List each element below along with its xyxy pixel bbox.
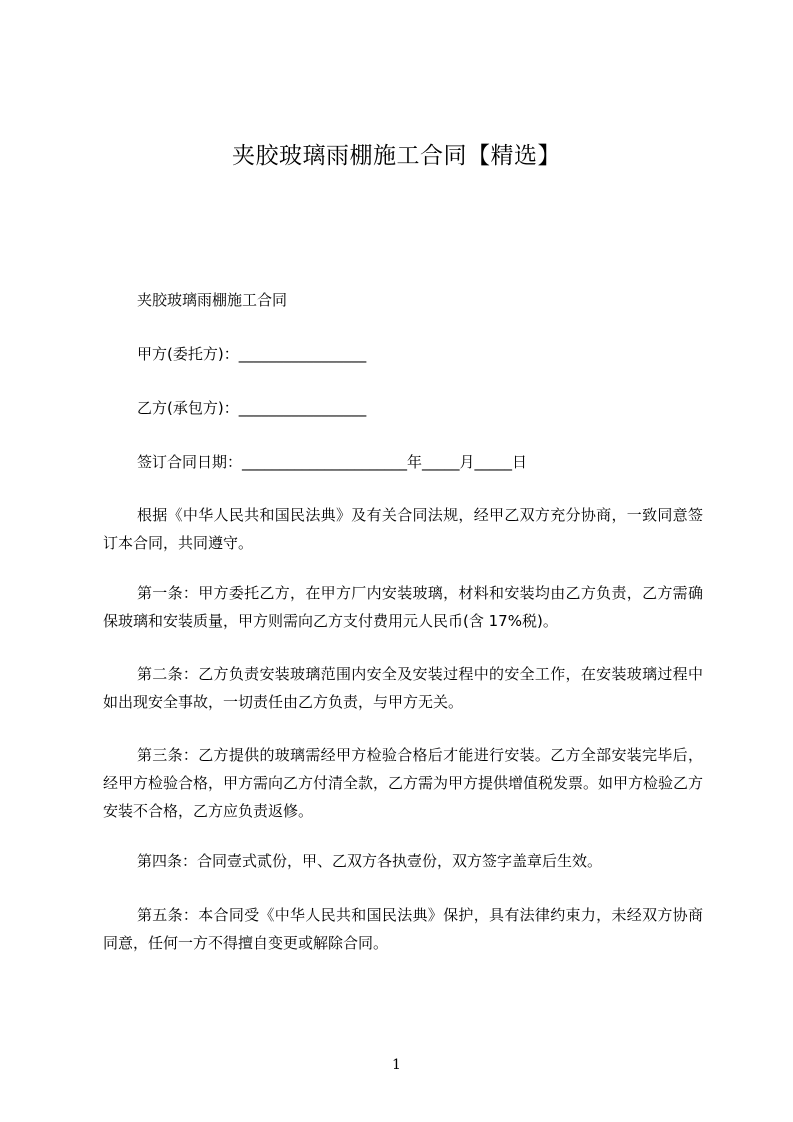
party-b-line: 乙方(承包方)：_________________ xyxy=(137,399,367,417)
document-title: 夹胶玻璃雨棚施工合同【精选】 xyxy=(232,143,561,169)
article-5-paragraph: 第五条：本合同受《中华人民共和国民法典》保护，具有法律约束力，未经双方协商同意，任何一方不得擅自变更或解除合同。 xyxy=(103,906,703,952)
party-a-line: 甲方(委托方)：_________________ xyxy=(137,345,367,363)
contract-heading: 夹胶玻璃雨棚施工合同 xyxy=(137,291,288,309)
article-2-paragraph: 第二条：乙方负责安装玻璃范围内安全及安装过程中的安全工作，在安装玻璃过程中如出现安全事故，一切责任由乙方负责，与甲方无关。 xyxy=(103,665,703,711)
preamble-paragraph: 根据《中华人民共和国民法典》及有关合同法规，经甲乙双方充分协商，一致同意签订本合同，共同遵守。 xyxy=(103,506,703,552)
sign-date-line: 签订合同日期：______________________年_____月_____日 xyxy=(137,453,528,471)
page-number: 1 xyxy=(392,1057,401,1073)
article-4-paragraph: 第四条：合同壹式贰份，甲、乙双方各执壹份，双方签字盖章后生效。 xyxy=(137,852,603,870)
article-1-paragraph: 第一条：甲方委托乙方，在甲方厂内安装玻璃，材料和安装均由乙方负责，乙方需确保玻璃和安装质量，甲方则需向乙方支付费用元人民币(含 17%税)。 xyxy=(103,584,703,630)
article-3-paragraph: 第三条：乙方提供的玻璃需经甲方检验合格后才能进行安装。乙方全部安装完毕后，经甲方检验合格，甲方需向乙方付清全款，乙方需为甲方提供增值税发票。如甲方检验乙方安装不合格，乙方应负责返修。 xyxy=(103,746,704,820)
